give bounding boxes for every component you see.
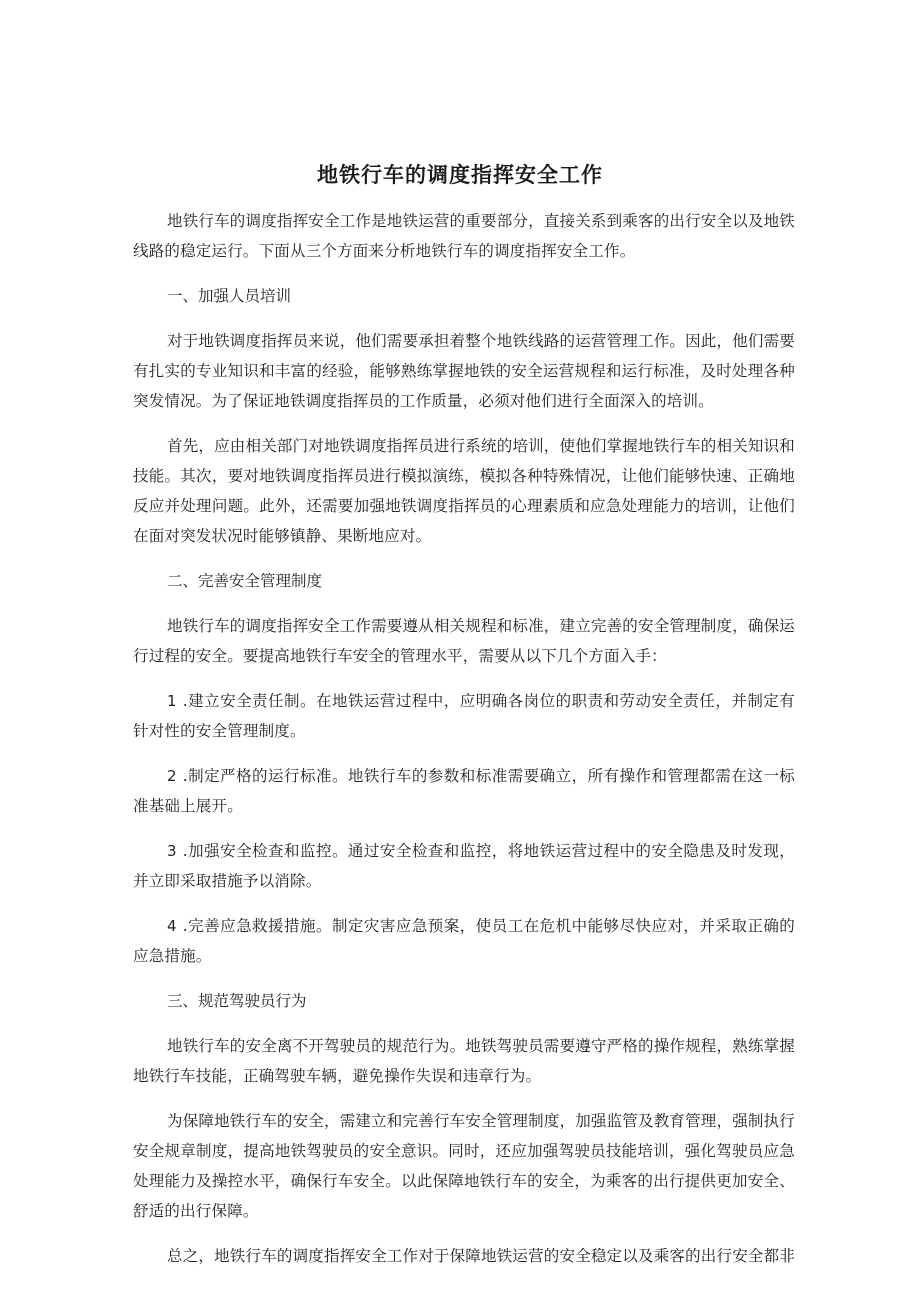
section2-paragraph-1: 地铁行车的调度指挥安全工作需要遵从相关规程和标准，建立完善的安全管理制度，确保运行过程的安全。要提高地铁行车安全的管理水平，需要从以下几个方面入手： [133,617,796,665]
section3-paragraph-2: 为保障地铁行车的安全，需建立和完善行车安全管理制度，加强监管及教育管理，强制执行安全规章制度，提高地铁驾驶员的安全意识。同时，还应加强驾驶员技能培训，强化驾驶员应急处理能力及操控水平，确保行车安全。以此保障地铁行车的安全，为乘客的出行提供更加安全、舒适的出行保障。 [133,1112,796,1220]
list-item-text: .建立安全责任制。在地铁运营过程中，应明确各岗位的职责和劳动安全责任，并制定有针对性的安全管理制度。 [133,692,795,740]
list-item-number: 4 [167,917,177,935]
section1-paragraph-2: 首先，应由相关部门对地铁调度指挥员进行系统的培训，使他们掌握地铁行车的相关知识和技能。其次，要对地铁调度指挥员进行模拟演练，模拟各种特殊情况，让他们能够快速、正确地反应并处理问题。此外，还需要加强地铁调度指挥员的心理素质和应急处理能力的培训，让他们在面对突发状况时能够镇静、果断地应对。 [133,437,796,545]
conclusion-paragraph: 总之，地铁行车的调度指挥安全工作对于保障地铁运营的安全稳定以及乘客的出行安全都非 [167,1247,796,1265]
list-item-number: 2 [167,767,177,785]
list-item-2 [133,761,795,821]
intro-paragraph: 地铁行车的调度指挥安全工作是地铁运营的重要部分，直接关系到乘客的出行安全以及地铁线路的稳定运行。下面从三个方面来分析地铁行车的调度指挥安全工作。 [133,212,796,260]
section-heading-2: 二、完善安全管理制度 [167,572,323,590]
list-item-3 [133,836,795,896]
section3-paragraph-1: 地铁行车的安全离不开驾驶员的规范行为。地铁驾驶员需要遵守严格的操作规程，熟练掌握地铁行车技能，正确驾驶车辆，避免操作失误和违章行为。 [133,1037,796,1085]
list-item-text: .制定严格的运行标准。地铁行车的参数和标准需要确立，所有操作和管理都需在这一标准基础上展开。 [133,767,795,815]
section-heading-1: 一、加强人员培训 [167,287,292,305]
list-item-text: .完善应急救援措施。制定灾害应急预案，使员工在危机中能够尽快应对，并采取正确的应急措施。 [133,917,795,965]
list-item-4 [133,911,795,971]
section1-paragraph-1: 对于地铁调度指挥员来说，他们需要承担着整个地铁线路的运营管理工作。因此，他们需要有扎实的专业知识和丰富的经验，能够熟练掌握地铁的安全运营规程和运行标准，及时处理各种突发情况。为了保证地铁调度指挥员的工作质量，必须对他们进行全面深入的培训。 [133,332,796,410]
list-item-number: 3 [167,842,177,860]
document-body [133,206,795,1286]
list-item-1 [133,686,795,746]
list-item-number: 1 [167,692,177,710]
list-item-text: .加强安全检查和监控。通过安全检查和监控，将地铁运营过程中的安全隐患及时发现，并立即采取措施予以消除。 [133,842,795,890]
section-heading-3: 三、规范驾驶员行为 [167,992,307,1010]
document-title: 地铁行车的调度指挥安全工作 [317,162,603,187]
